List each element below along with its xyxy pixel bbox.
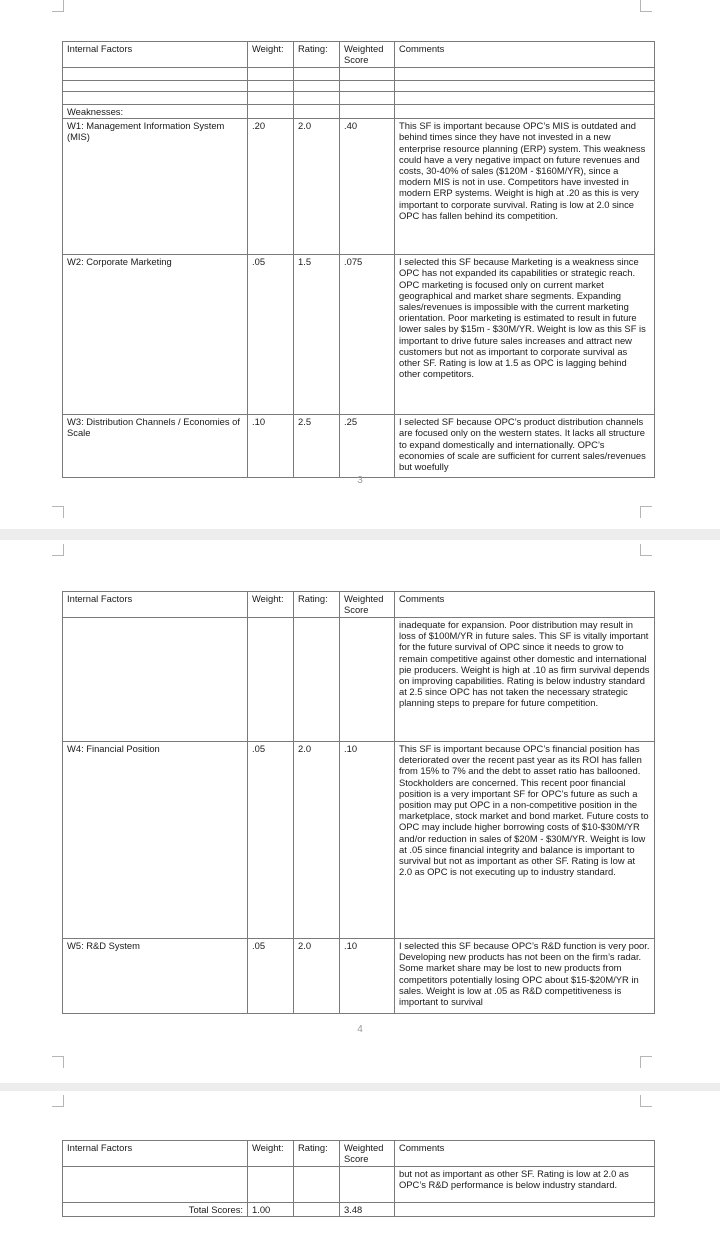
crop-mark	[640, 1056, 652, 1068]
crop-mark	[640, 0, 652, 12]
table-row	[63, 255, 655, 415]
factor-name: W2: Corporate Marketing	[63, 255, 248, 415]
document-page-5	[0, 1091, 720, 1254]
comment-text: inadequate for expansion. Poor distribution may result in loss of $100M/YR in future sales. This SF is vitally important for the future survival of OPC since it needs to grow to remain competitive against other domestic and international pie producers. Weight is high at .10 as firm survival depends on improving capabilities. Rating is below industry standard at 2.5 since OPC has not taken the necessary strategic planning steps to prepare for future competition.	[395, 618, 655, 742]
empty-row	[63, 81, 655, 92]
table-row	[63, 119, 655, 255]
table-header-row	[63, 1141, 655, 1167]
header-weighted-score: Weighted Score	[340, 42, 395, 68]
weighted-score-value: .40	[340, 119, 395, 255]
header-weighted-score: Weighted Score	[340, 592, 395, 618]
table-header-row	[63, 42, 655, 68]
comment-text: I selected this SF because Marketing is a weakness since OPC has not expanded its capabilities or strategic reach. OPC marketing is focused only on current market geographical and market share segments. Expanding sales/revenues is impossible with the current marketing orientation. Poor marketing is estimated to result in future lower sales by $15m - $30M/YR. Weight is low as this SF is important to drive future sales increases and attract new customers but not as important to corporate survival as other SF. Rating is low at 1.5 as OPC is lagging behind other competitors.	[395, 255, 655, 415]
header-internal-factors: Internal Factors	[63, 1141, 248, 1167]
crop-mark	[52, 0, 64, 12]
weight-value: .20	[248, 119, 294, 255]
header-weighted-score: Weighted Score	[340, 1141, 395, 1167]
comment-text: I selected SF because OPC’s product distribution channels are focused only on the western states. It lacks all structure to expand domestically and internationally. OPC’s economies of scale are sufficient for current sales/revenues but woefully	[395, 415, 655, 478]
total-weight: 1.00	[248, 1203, 294, 1217]
comment-text: This SF is important because OPC’s MIS is outdated and behind times since they have not invested in a new enterprise resource planning (ERP) system. This weakness could have a very negative impact on future revenues and costs, 30-40% of sales ($120M - $160M/YR), since a modern MIS is not in use. Competitors have invested in modern ERP systems. Weight is high at .20 as this is very important to corporate survival. Rating is low at 2.0 since OPC has fallen behind its competition.	[395, 119, 655, 255]
document-page-3	[0, 0, 720, 529]
header-comments: Comments	[395, 42, 655, 68]
table-row	[63, 742, 655, 939]
weight-value: .10	[248, 415, 294, 478]
factor-name: W3: Distribution Channels / Economies of Scale	[63, 415, 248, 478]
weighted-score-value: .10	[340, 939, 395, 1014]
comment-text: This SF is important because OPC’s financial position has deteriorated over the recent past year as its ROI has fallen from 15% to 7% and the debt to asset ratio has ballooned. Stockholders are concerned. This recent poor financial position is a very important SF for OPC’s future as such a position may put OPC in a non-competitive position in the marketplace, stock market and bond market. Future costs to OPC may include higher borrowing costs of $10-$30M/YR and/or reduction in sales of $20M - $30M/YR. Weight is low at .05 since financial integrity and balance is important to survival but not as important as other SF. Rating is low at 2.0 as OPC is not executing up to industry standard.	[395, 742, 655, 939]
header-internal-factors: Internal Factors	[63, 592, 248, 618]
section-row	[63, 105, 655, 119]
table-row	[63, 939, 655, 1014]
header-internal-factors: Internal Factors	[63, 42, 248, 68]
weight-value: .05	[248, 255, 294, 415]
table-row	[63, 618, 655, 742]
factor-name: W4: Financial Position	[63, 742, 248, 939]
header-comments: Comments	[395, 1141, 655, 1167]
page-number: 4	[357, 1024, 363, 1035]
document-page-4	[0, 540, 720, 1083]
table-row	[63, 1167, 655, 1203]
table-row	[63, 415, 655, 478]
header-weight: Weight:	[248, 1141, 294, 1167]
totals-row	[63, 1203, 655, 1217]
page-number: 3	[357, 475, 363, 486]
total-scores-label: Total Scores:	[63, 1203, 248, 1217]
empty-row	[63, 68, 655, 81]
crop-mark	[640, 544, 652, 556]
factor-name: W1: Management Information System (MIS)	[63, 119, 248, 255]
rating-value: 2.0	[294, 939, 340, 1014]
rating-value: 2.5	[294, 415, 340, 478]
weight-value: .05	[248, 742, 294, 939]
weighted-score-value: .10	[340, 742, 395, 939]
empty-row	[63, 92, 655, 105]
table-header-row	[63, 592, 655, 618]
crop-mark	[52, 1095, 64, 1107]
crop-mark	[52, 544, 64, 556]
header-rating: Rating:	[294, 1141, 340, 1167]
header-weight: Weight:	[248, 42, 294, 68]
factor-name: W5: R&D System	[63, 939, 248, 1014]
weaknesses-label: Weaknesses:	[63, 105, 248, 119]
comment-text: I selected this SF because OPC’s R&D function is very poor. Developing new products has not been on the firm’s radar. Some market share may be lost to new products from competitors potentially losing OPC about $15-$20M/YR in sales. Weight is low at .05 as R&D competitiveness is important to survival	[395, 939, 655, 1014]
header-comments: Comments	[395, 592, 655, 618]
header-weight: Weight:	[248, 592, 294, 618]
crop-mark	[640, 1095, 652, 1107]
crop-mark	[52, 1056, 64, 1068]
rating-value: 2.0	[294, 742, 340, 939]
rating-value: 2.0	[294, 119, 340, 255]
header-rating: Rating:	[294, 592, 340, 618]
weighted-score-value: .25	[340, 415, 395, 478]
crop-mark	[52, 506, 64, 518]
header-rating: Rating:	[294, 42, 340, 68]
rating-value: 1.5	[294, 255, 340, 415]
total-weighted-score: 3.48	[340, 1203, 395, 1217]
internal-factors-table	[62, 591, 655, 1014]
internal-factors-table	[62, 1140, 655, 1217]
weight-value: .05	[248, 939, 294, 1014]
comment-text: but not as important as other SF. Rating is low at 2.0 as OPC’s R&D performance is below industry standard.	[395, 1167, 655, 1203]
weighted-score-value: .075	[340, 255, 395, 415]
internal-factors-table	[62, 41, 655, 478]
crop-mark	[640, 506, 652, 518]
